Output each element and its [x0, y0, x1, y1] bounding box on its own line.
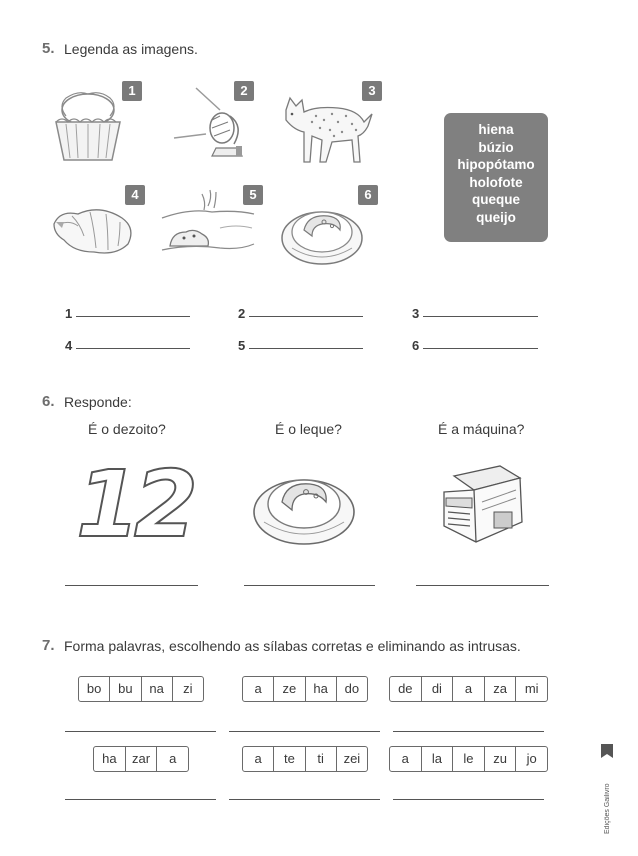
syllable[interactable]: ti	[306, 747, 337, 771]
hyena-image	[276, 92, 376, 167]
syllable-group-2	[242, 676, 368, 702]
question-6a: É o dezoito?	[88, 421, 166, 437]
answer-line-6c[interactable]	[416, 585, 549, 586]
cheese-image	[278, 194, 368, 269]
answer-label-1: 1	[65, 306, 73, 321]
image-badge-4: 4	[125, 185, 145, 205]
answer-line-6[interactable]	[423, 348, 538, 349]
word-bank-item: holofote	[469, 174, 523, 190]
syllable[interactable]: te	[274, 747, 305, 771]
syllable[interactable]: a	[169, 751, 177, 766]
syllable-group-5	[242, 746, 368, 772]
word-bank-item: queijo	[476, 209, 516, 225]
syllable[interactable]: zi	[183, 681, 193, 696]
question-6c: É a máquina?	[438, 421, 525, 437]
syllable[interactable]: ze	[274, 677, 305, 701]
image-badge-6: 6	[358, 185, 378, 205]
question-6-number: 6.	[42, 393, 55, 410]
syllable[interactable]: na	[142, 677, 173, 701]
seashell-image	[50, 200, 140, 260]
syllable[interactable]: ha	[306, 677, 337, 701]
number-twelve-image: 12	[76, 451, 193, 558]
word-bank-item: hiena	[478, 122, 514, 137]
question-6-text: Responde:	[64, 394, 132, 410]
question-7-number: 7.	[42, 637, 55, 654]
answer-line-1[interactable]	[76, 316, 190, 317]
image-badge-2: 2	[234, 81, 254, 101]
syllable[interactable]: zei	[343, 751, 361, 766]
answer-line-7-6[interactable]	[393, 799, 544, 800]
syllable[interactable]: mi	[524, 681, 539, 696]
answer-line-5[interactable]	[249, 348, 363, 349]
image-badge-5: 5	[243, 185, 263, 205]
word-bank-item: búzio	[478, 139, 514, 155]
syllable-group-6	[389, 746, 548, 772]
answer-line-6a[interactable]	[65, 585, 198, 586]
answer-line-7-4[interactable]	[65, 799, 216, 800]
image-badge-3: 3	[362, 81, 382, 101]
syllable[interactable]: la	[422, 747, 454, 771]
cupcake-image	[48, 88, 128, 168]
publisher-credit: Edições Gailivro	[604, 783, 611, 834]
question-5-text: Legenda as imagens.	[64, 41, 198, 57]
syllable[interactable]: a	[243, 747, 274, 771]
syllable-group-4	[93, 746, 189, 772]
answer-line-7-3[interactable]	[393, 731, 544, 732]
answer-line-7-1[interactable]	[65, 731, 216, 732]
syllable[interactable]: zu	[485, 747, 517, 771]
question-7-text: Forma palavras, escolhendo as sílabas corretas e eliminando as intrusas.	[64, 638, 521, 654]
syllable[interactable]: bo	[79, 677, 110, 701]
syllable[interactable]: jo	[526, 751, 537, 766]
answer-label-3: 3	[412, 306, 420, 321]
syllable[interactable]: le	[453, 747, 485, 771]
answer-line-7-2[interactable]	[229, 731, 380, 732]
syllable[interactable]: a	[390, 747, 422, 771]
syllable[interactable]: di	[422, 677, 454, 701]
answer-label-6: 6	[412, 338, 420, 353]
answer-line-4[interactable]	[76, 348, 190, 349]
word-bank-item: hipopótamo	[457, 157, 535, 172]
answer-line-3[interactable]	[423, 316, 538, 317]
syllable[interactable]: de	[390, 677, 422, 701]
answer-label-4: 4	[65, 338, 73, 353]
answer-line-2[interactable]	[249, 316, 363, 317]
word-bank	[444, 113, 548, 242]
hippo-image	[160, 188, 256, 260]
syllable[interactable]: bu	[110, 677, 141, 701]
question-5-number: 5.	[42, 40, 55, 57]
copier-machine-image	[436, 462, 526, 550]
syllable-group-3	[389, 676, 548, 702]
syllable[interactable]: ha	[94, 747, 126, 771]
answer-label-2: 2	[238, 306, 246, 321]
answer-label-5: 5	[238, 338, 246, 353]
syllable[interactable]: za	[485, 677, 517, 701]
syllable[interactable]: zar	[126, 747, 158, 771]
spotlight-image	[172, 86, 262, 166]
syllable[interactable]: a	[453, 677, 485, 701]
answer-line-6b[interactable]	[244, 585, 375, 586]
question-6b: É o leque?	[275, 421, 342, 437]
image-badge-1: 1	[122, 81, 142, 101]
answer-line-7-5[interactable]	[229, 799, 380, 800]
syllable[interactable]: do	[344, 681, 360, 696]
cheese-image-q6	[250, 460, 360, 550]
syllable-group-1	[78, 676, 204, 702]
word-bank-item: queque	[471, 192, 520, 207]
publisher-logo-icon	[600, 742, 614, 760]
syllable[interactable]: a	[243, 677, 274, 701]
